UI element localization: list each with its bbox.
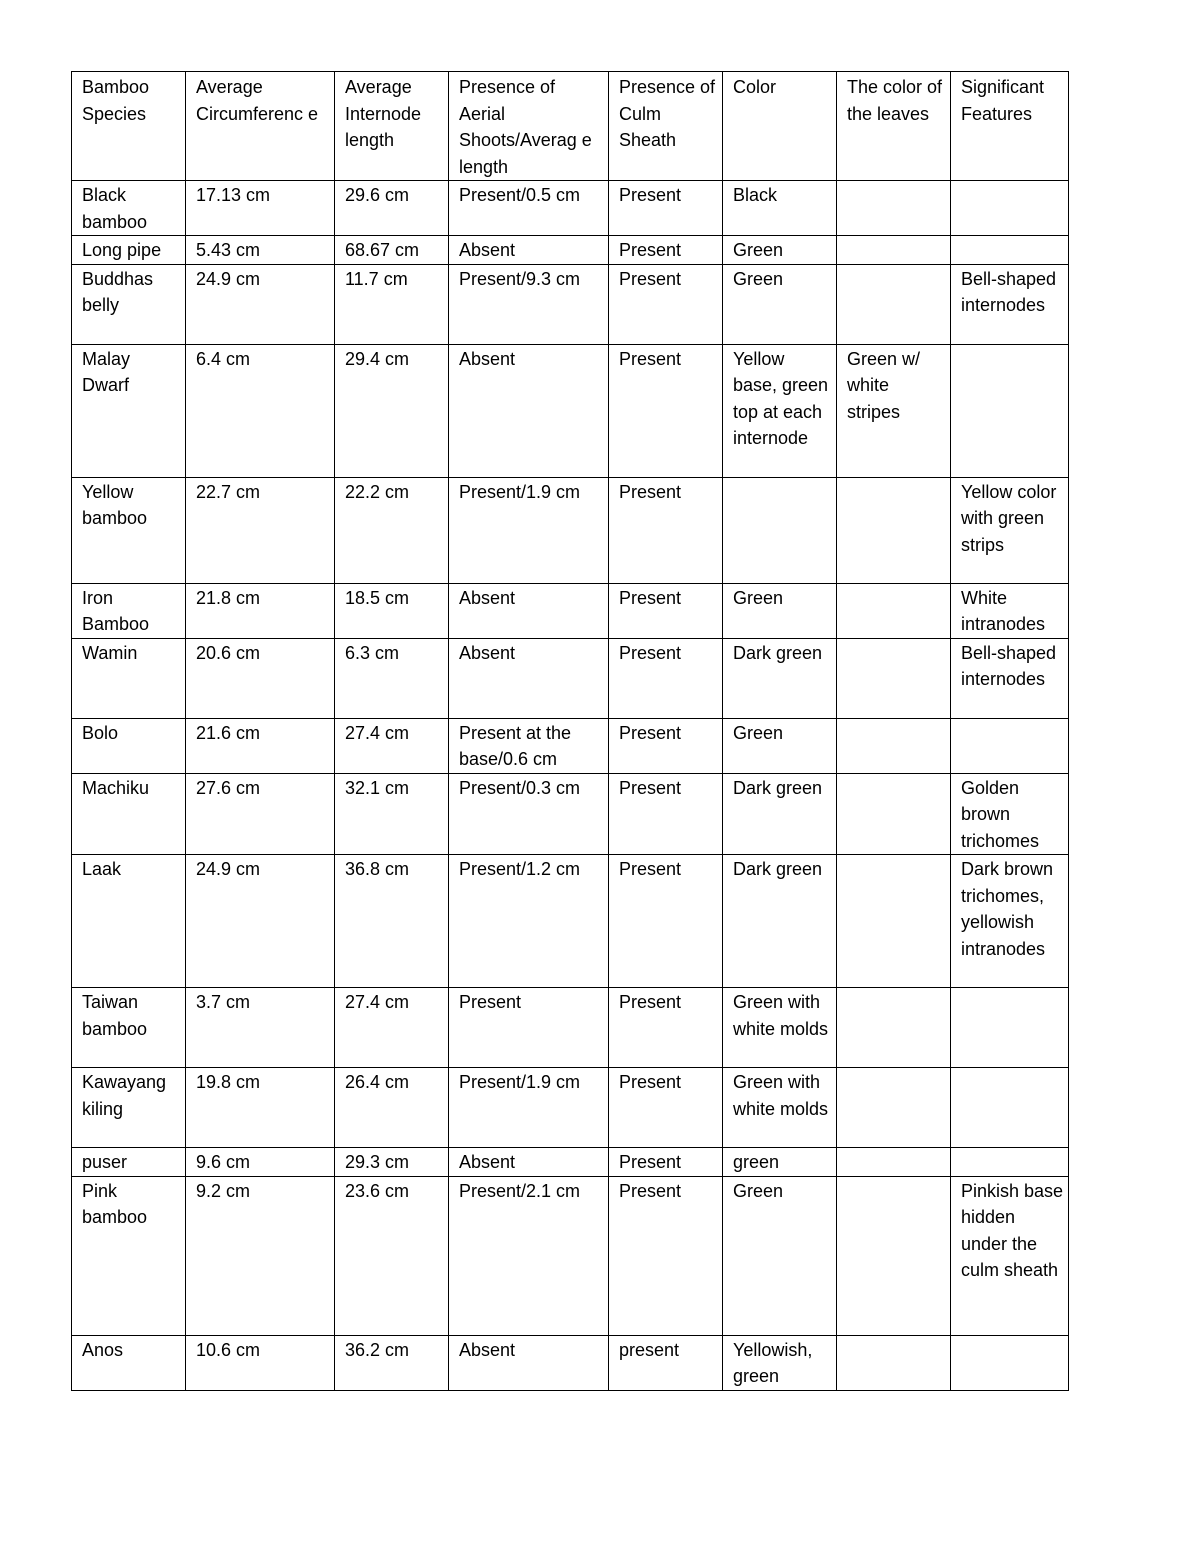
table-row xyxy=(72,1176,1069,1335)
cell-circumference: 10.6 cm xyxy=(186,1335,335,1390)
cell-culm-sheath: Present xyxy=(609,264,723,344)
cell-features xyxy=(951,236,1069,265)
cell-circumference: 6.4 cm xyxy=(186,344,335,477)
cell-culm-sheath: Present xyxy=(609,1148,723,1177)
cell-culm-sheath: Present xyxy=(609,855,723,988)
cell-circumference: 21.8 cm xyxy=(186,583,335,638)
cell-internode-length: 22.2 cm xyxy=(335,477,449,583)
cell-culm-sheath: present xyxy=(609,1335,723,1390)
cell-circumference: 3.7 cm xyxy=(186,988,335,1068)
cell-color: green xyxy=(723,1148,837,1177)
cell-species: Buddhas belly xyxy=(72,264,186,344)
cell-leaf-color xyxy=(837,477,951,583)
cell-circumference: 27.6 cm xyxy=(186,773,335,855)
cell-color: Dark green xyxy=(723,638,837,718)
cell-leaf-color: Green w/ white stripes xyxy=(837,344,951,477)
cell-features xyxy=(951,718,1069,773)
table-row xyxy=(72,344,1069,477)
table-body xyxy=(72,181,1069,1391)
cell-internode-length: 27.4 cm xyxy=(335,718,449,773)
cell-species: Machiku xyxy=(72,773,186,855)
cell-species: Wamin xyxy=(72,638,186,718)
table-row xyxy=(72,855,1069,988)
cell-color: Green with white molds xyxy=(723,1068,837,1148)
cell-species: Iron Bamboo xyxy=(72,583,186,638)
cell-leaf-color xyxy=(837,638,951,718)
cell-internode-length: 18.5 cm xyxy=(335,583,449,638)
cell-circumference: 19.8 cm xyxy=(186,1068,335,1148)
cell-leaf-color xyxy=(837,718,951,773)
cell-species: Malay Dwarf xyxy=(72,344,186,477)
cell-leaf-color xyxy=(837,1068,951,1148)
cell-internode-length: 36.8 cm xyxy=(335,855,449,988)
cell-leaf-color xyxy=(837,1176,951,1335)
cell-aerial-shoots: Absent xyxy=(449,1335,609,1390)
cell-aerial-shoots: Absent xyxy=(449,344,609,477)
table-row xyxy=(72,1335,1069,1390)
cell-internode-length: 68.67 cm xyxy=(335,236,449,265)
cell-aerial-shoots: Present xyxy=(449,988,609,1068)
cell-circumference: 9.6 cm xyxy=(186,1148,335,1177)
cell-species: Anos xyxy=(72,1335,186,1390)
cell-internode-length: 29.4 cm xyxy=(335,344,449,477)
table-row xyxy=(72,988,1069,1068)
table-row xyxy=(72,1148,1069,1177)
cell-color: Dark green xyxy=(723,855,837,988)
cell-culm-sheath: Present xyxy=(609,1176,723,1335)
table-row xyxy=(72,773,1069,855)
cell-aerial-shoots: Present at the base/0.6 cm xyxy=(449,718,609,773)
cell-internode-length: 11.7 cm xyxy=(335,264,449,344)
cell-species: Taiwan bamboo xyxy=(72,988,186,1068)
cell-features: Dark brown trichomes, yellowish intranodes xyxy=(951,855,1069,988)
cell-internode-length: 26.4 cm xyxy=(335,1068,449,1148)
cell-culm-sheath: Present xyxy=(609,181,723,236)
cell-species: puser xyxy=(72,1148,186,1177)
cell-species: Long pipe xyxy=(72,236,186,265)
header-cell-culm-sheath: Presence of Culm Sheath xyxy=(609,72,723,181)
cell-color: Green xyxy=(723,1176,837,1335)
cell-circumference: 21.6 cm xyxy=(186,718,335,773)
cell-aerial-shoots: Present/0.3 cm xyxy=(449,773,609,855)
cell-color: Yellowish, green xyxy=(723,1335,837,1390)
cell-leaf-color xyxy=(837,181,951,236)
cell-color: Green xyxy=(723,264,837,344)
header-cell-features: Significant Features xyxy=(951,72,1069,181)
table-row xyxy=(72,718,1069,773)
table-row xyxy=(72,181,1069,236)
cell-features xyxy=(951,1335,1069,1390)
cell-features xyxy=(951,1068,1069,1148)
cell-features: White intranodes xyxy=(951,583,1069,638)
cell-circumference: 20.6 cm xyxy=(186,638,335,718)
cell-culm-sheath: Present xyxy=(609,236,723,265)
cell-leaf-color xyxy=(837,855,951,988)
cell-internode-length: 6.3 cm xyxy=(335,638,449,718)
cell-species: Black bamboo xyxy=(72,181,186,236)
cell-circumference: 17.13 cm xyxy=(186,181,335,236)
table-row xyxy=(72,1068,1069,1148)
cell-internode-length: 29.6 cm xyxy=(335,181,449,236)
cell-features: Yellow color with green strips xyxy=(951,477,1069,583)
cell-internode-length: 27.4 cm xyxy=(335,988,449,1068)
cell-internode-length: 23.6 cm xyxy=(335,1176,449,1335)
cell-features: Bell-shaped internodes xyxy=(951,638,1069,718)
cell-leaf-color xyxy=(837,583,951,638)
cell-aerial-shoots: Present/2.1 cm xyxy=(449,1176,609,1335)
table-row xyxy=(72,583,1069,638)
cell-aerial-shoots: Absent xyxy=(449,236,609,265)
cell-leaf-color xyxy=(837,1335,951,1390)
header-cell-leaf-color: The color of the leaves xyxy=(837,72,951,181)
table-row xyxy=(72,236,1069,265)
cell-aerial-shoots: Absent xyxy=(449,638,609,718)
cell-circumference: 22.7 cm xyxy=(186,477,335,583)
cell-aerial-shoots: Present/1.2 cm xyxy=(449,855,609,988)
cell-species: Yellow bamboo xyxy=(72,477,186,583)
cell-color: Black xyxy=(723,181,837,236)
table-row xyxy=(72,638,1069,718)
cell-color: Green with white molds xyxy=(723,988,837,1068)
cell-culm-sheath: Present xyxy=(609,718,723,773)
cell-culm-sheath: Present xyxy=(609,773,723,855)
cell-species: Kawayang kiling xyxy=(72,1068,186,1148)
cell-aerial-shoots: Present/1.9 cm xyxy=(449,477,609,583)
cell-species: Laak xyxy=(72,855,186,988)
header-cell-internode-length: Average Internode length xyxy=(335,72,449,181)
header-cell-circumference: Average Circumferenc e xyxy=(186,72,335,181)
cell-leaf-color xyxy=(837,773,951,855)
cell-features xyxy=(951,1148,1069,1177)
cell-features xyxy=(951,988,1069,1068)
table-header-row xyxy=(72,72,1069,181)
cell-color: Dark green xyxy=(723,773,837,855)
cell-color xyxy=(723,477,837,583)
cell-aerial-shoots: Absent xyxy=(449,1148,609,1177)
cell-features xyxy=(951,344,1069,477)
cell-internode-length: 36.2 cm xyxy=(335,1335,449,1390)
cell-aerial-shoots: Present/9.3 cm xyxy=(449,264,609,344)
cell-circumference: 24.9 cm xyxy=(186,264,335,344)
cell-culm-sheath: Present xyxy=(609,583,723,638)
cell-aerial-shoots: Present/0.5 cm xyxy=(449,181,609,236)
cell-internode-length: 29.3 cm xyxy=(335,1148,449,1177)
cell-culm-sheath: Present xyxy=(609,1068,723,1148)
table-row xyxy=(72,477,1069,583)
cell-color: Yellow base, green top at each internode xyxy=(723,344,837,477)
cell-leaf-color xyxy=(837,988,951,1068)
cell-color: Green xyxy=(723,718,837,773)
cell-species: Bolo xyxy=(72,718,186,773)
cell-features xyxy=(951,181,1069,236)
cell-circumference: 24.9 cm xyxy=(186,855,335,988)
cell-circumference: 5.43 cm xyxy=(186,236,335,265)
cell-color: Green xyxy=(723,236,837,265)
header-cell-aerial-shoots: Presence of Aerial Shoots/Averag e length xyxy=(449,72,609,181)
cell-culm-sheath: Present xyxy=(609,988,723,1068)
cell-leaf-color xyxy=(837,264,951,344)
cell-culm-sheath: Present xyxy=(609,344,723,477)
cell-culm-sheath: Present xyxy=(609,638,723,718)
cell-features: Bell-shaped internodes xyxy=(951,264,1069,344)
cell-culm-sheath: Present xyxy=(609,477,723,583)
bamboo-species-table xyxy=(71,71,1069,1391)
cell-color: Green xyxy=(723,583,837,638)
cell-aerial-shoots: Absent xyxy=(449,583,609,638)
cell-species: Pink bamboo xyxy=(72,1176,186,1335)
cell-leaf-color xyxy=(837,236,951,265)
cell-leaf-color xyxy=(837,1148,951,1177)
table-row xyxy=(72,264,1069,344)
cell-features: Golden brown trichomes xyxy=(951,773,1069,855)
cell-internode-length: 32.1 cm xyxy=(335,773,449,855)
header-cell-species: Bamboo Species xyxy=(72,72,186,181)
cell-features: Pinkish base hidden under the culm sheath xyxy=(951,1176,1069,1335)
cell-aerial-shoots: Present/1.9 cm xyxy=(449,1068,609,1148)
cell-circumference: 9.2 cm xyxy=(186,1176,335,1335)
header-cell-color: Color xyxy=(723,72,837,181)
